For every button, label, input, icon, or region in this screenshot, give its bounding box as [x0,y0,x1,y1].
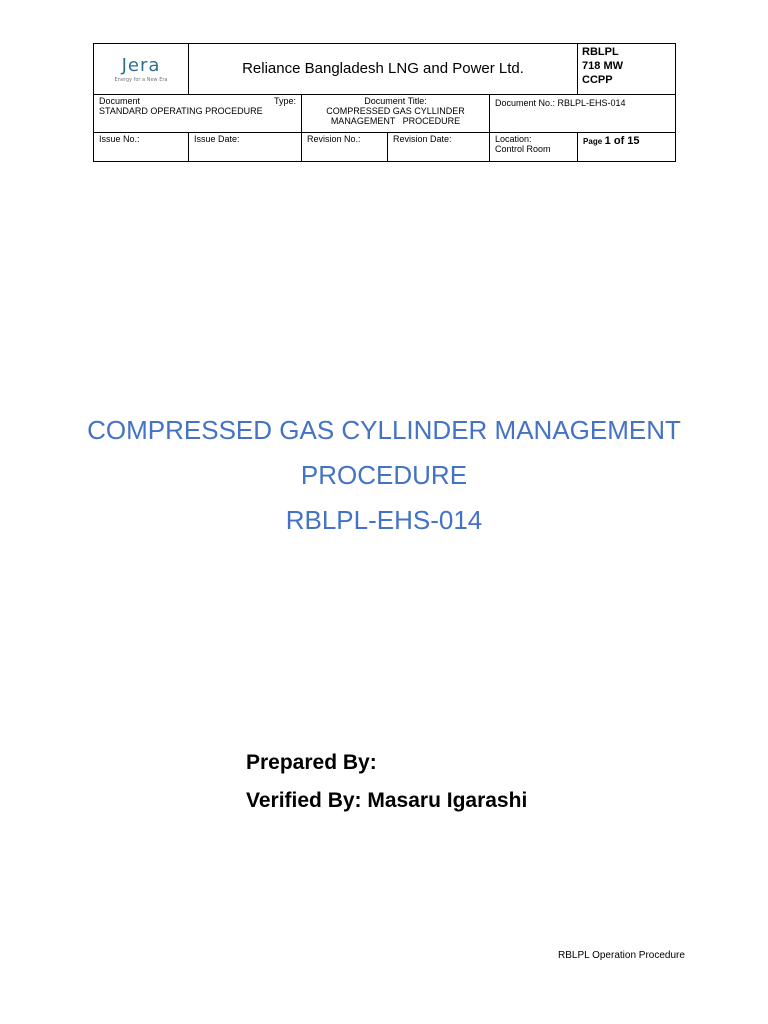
logo-wordmark: Jera [121,55,161,76]
type-label: Type: [273,96,296,106]
document-title-label: Document Title: [364,96,427,106]
logo-tagline: Energy for a New Era [114,77,168,83]
document-header-table [93,43,676,162]
issue-date-label: Issue Date: [189,133,302,162]
document-label: Document [99,96,141,106]
location-cell [490,133,578,162]
page-footer: RBLPL Operation Procedure [558,950,685,961]
document-title-line: MANAGEMENT PROCEDURE [330,116,461,126]
document-type-cell [94,95,302,133]
issue-no-label: Issue No.: [94,133,189,162]
document-title-cell [302,95,490,133]
document-title-line: COMPRESSED GAS CYLLINDER [326,106,465,116]
revision-no-label: Revision No.: [302,133,388,162]
company-name: Reliance Bangladesh LNG and Power Ltd. [189,44,578,95]
location-label: Location: [495,134,532,144]
verified-by: Verified By: Masaru Igarashi [246,789,528,812]
document-code: RBLPL-EHS-014 [285,505,483,535]
document-number: Document No.: RBLPL-EHS-014 [490,95,676,133]
document-title-block [0,408,768,543]
location-value: Control Room [495,144,551,154]
signoff-block [246,744,527,820]
document-type: STANDARD OPERATING PROCEDURE [99,106,263,116]
main-title-line: COMPRESSED GAS CYLLINDER MANAGEMENT [87,415,681,445]
jera-logo [110,51,172,85]
plant-code-line: CCPP [582,74,613,86]
logo-cell [94,44,189,95]
prepared-by: Prepared By: [246,751,377,774]
page-cell [578,133,676,162]
plant-code-line: RBLPL [582,46,619,58]
page-number: 1 of 15 [604,135,640,147]
revision-date-label: Revision Date: [388,133,490,162]
plant-code-line: 718 MW [582,60,623,72]
plant-code [578,44,676,95]
page-label: Page [583,137,603,146]
main-title-line: PROCEDURE [300,460,468,490]
